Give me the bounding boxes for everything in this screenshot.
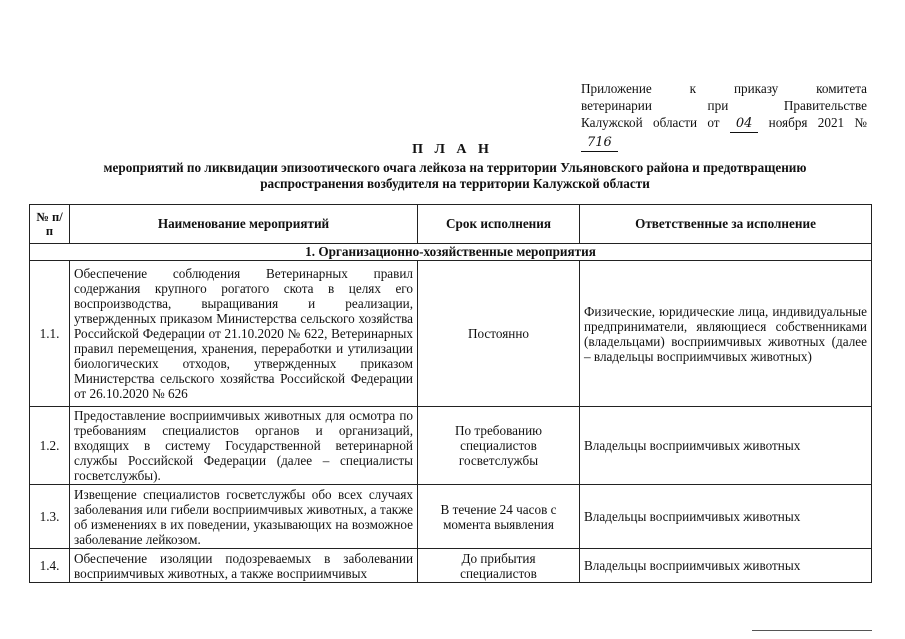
row-term: В течение 24 часов с момента выявления (418, 485, 580, 549)
appendix-line-3 (581, 114, 867, 133)
row-name: Обеспечение соблюдения Ветеринарных правил содержания крупного рогатого скота в целях его воспроизводства, выращивания и реализации, утвержденных приказом Министерства сельского хозяйства Российской Федерации от 21.10.2020 № 622, Ветеринарных правил перемещения, хранения, переработки и утилизации биологических отходов, утвержденных приказом Министерства сельского хозяйства Российской Федерации от 26.10.2020 № 626 (70, 261, 418, 407)
document-subtitle: мероприятий по ликвидации эпизоотического очага лейкоза на территории Ульяновского района и предотвращению распространения возбудителя на территории Калужской области (103, 160, 807, 191)
header-num: № п/п (30, 205, 70, 244)
row-resp: Физические, юридические лица, индивидуальные предприниматели, являющиеся собственниками (владельцами) восприимчивых животных (далее – владельцы восприимчивых животных) (580, 261, 872, 407)
table-row (30, 261, 872, 407)
header-resp: Ответственные за исполнение (580, 205, 872, 244)
table-row (30, 485, 872, 549)
row-name: Извещение специалистов госветслужбы обо всех случаях заболевания или гибели восприимчивых животных, а также об изменениях в их поведении, указывающих на возможное заболевание лейкозом. (70, 485, 418, 549)
appendix-line-1: Приложение к приказу комитета (581, 81, 867, 96)
handwritten-day: 04 (730, 115, 759, 133)
row-resp: Владельцы восприимчивых животных (580, 485, 872, 549)
row-term: До прибытия специалистов (418, 549, 580, 583)
appendix-line-2: ветеринарии при Правительстве (581, 98, 867, 113)
appendix-date-prefix: Калужской области от (581, 115, 720, 130)
row-term: Постоянно (418, 261, 580, 407)
handwritten-order-number: 716 (581, 134, 618, 152)
row-name: Предоставление восприимчивых животных для осмотра по требованиям специалистов органов и организаций, входящих в систему Государственной ветеринарной службы Российской Федерации (далее – специалисты госветслужбы). (70, 407, 418, 485)
row-name: Обеспечение изоляции подозреваемых в заболевании восприимчивых животных, а также восприимчивых (70, 549, 418, 583)
row-num: 1.4. (30, 549, 70, 583)
row-resp: Владельцы восприимчивых животных (580, 407, 872, 485)
section-title: 1. Организационно-хозяйственные мероприятия (30, 244, 872, 261)
document-title: П Л А Н (412, 142, 493, 157)
measures-table (29, 204, 872, 583)
section-row (30, 244, 872, 261)
table-header-row (30, 205, 872, 244)
row-resp: Владельцы восприимчивых животных (580, 549, 872, 583)
row-term: По требованию специалистов госветслужбы (418, 407, 580, 485)
scan-artifact-line (752, 630, 872, 631)
row-num: 1.3. (30, 485, 70, 549)
table-row (30, 407, 872, 485)
table-row (30, 549, 872, 583)
row-num: 1.1. (30, 261, 70, 407)
row-num: 1.2. (30, 407, 70, 485)
header-name: Наименование мероприятий (70, 205, 418, 244)
appendix-date-suffix: ноября 2021 № (768, 115, 867, 130)
header-term: Срок исполнения (418, 205, 580, 244)
